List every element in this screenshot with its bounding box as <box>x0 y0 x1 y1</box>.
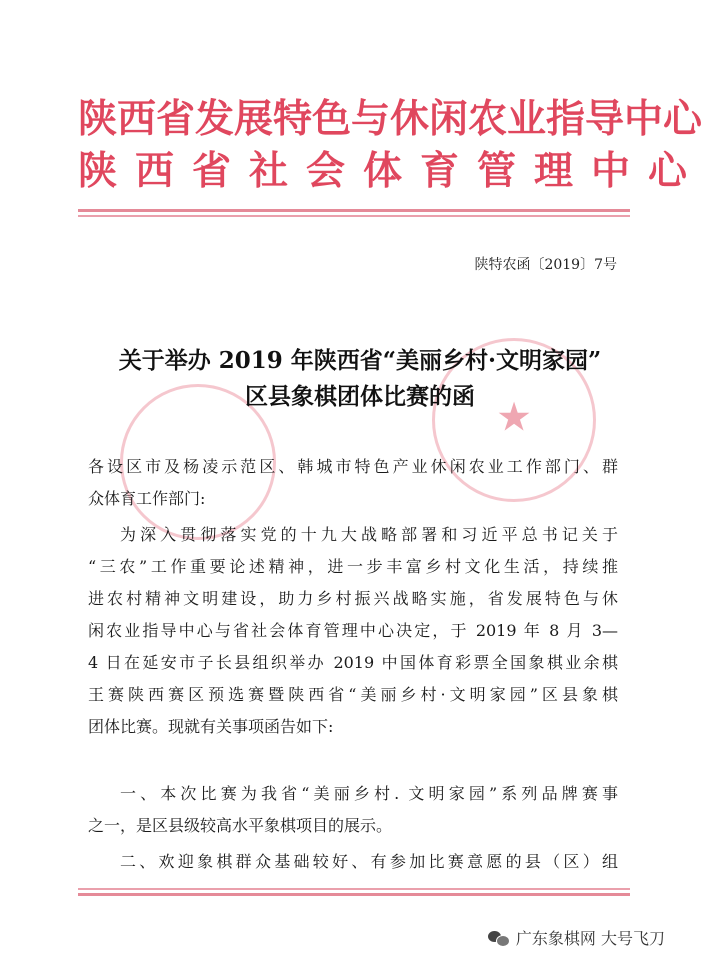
address-line: 众体育工作部门: <box>88 489 206 508</box>
body-paragraph-intro <box>88 519 618 743</box>
body-line: 团体比赛。现就有关事项函告如下: <box>88 717 334 736</box>
body-line: 二、欢迎象棋群众基础较好、有参加比赛意愿的县（区）组 <box>120 852 618 871</box>
body-line: 进农村精神文明建设，助力乡村振兴战略实施，省发展特色与休 <box>88 589 618 608</box>
body-paragraph-item-2 <box>88 846 618 878</box>
address-line: 各设区市及杨凌示范区、韩城市特色产业休闲农业工作部门、群 <box>88 457 618 476</box>
address-paragraph <box>88 451 618 515</box>
document-title-line-2: 区县象棋团体比赛的函 <box>245 383 475 410</box>
footer-rule <box>78 893 630 896</box>
seal-star-icon: ★ <box>496 394 532 441</box>
letterhead-org-1: 陕西省发展特色与休闲农业指导中心 <box>78 96 703 142</box>
body-line: 为深入贯彻落实党的十九大战略部署和习近平总书记关于 <box>120 525 618 544</box>
body-line: “三农”工作重要论述精神，进一步丰富乡村文化生活，持续推 <box>88 557 618 576</box>
document-title-line-1: 关于举办 2019 年陕西省“美丽乡村·文明家园” <box>118 347 602 374</box>
body-line: 4 日在延安市子长县组织举办 2019 中国体育彩票全国象棋业余棋 <box>88 653 618 672</box>
document-number: 陕特农函〔2019〕7号 <box>474 257 617 273</box>
watermark-text: 广东象棋网 大号飞刀 <box>515 929 665 948</box>
body-line: 一、本次比赛为我省“美丽乡村. 文明家园”系列品牌赛事 <box>120 784 618 803</box>
footer-rule-thin <box>78 888 630 890</box>
letterhead-org-2: 陕西省社会体育管理中心 <box>78 148 706 194</box>
letterhead-rule-top <box>78 209 630 212</box>
letterhead-rule-top-thin <box>78 215 630 217</box>
body-line: 王赛陕西赛区预选赛暨陕西省“美丽乡村·文明家园”区县象棋 <box>88 685 618 704</box>
wechat-icon <box>488 929 510 947</box>
body-line: 之一，是区县级较高水平象棋项目的展示。 <box>88 816 393 835</box>
body-paragraph-item-1 <box>88 778 618 842</box>
body-line: 闲农业指导中心与省社会体育管理中心决定，于 2019 年 8 月 3— <box>88 621 618 640</box>
watermark <box>488 926 665 949</box>
